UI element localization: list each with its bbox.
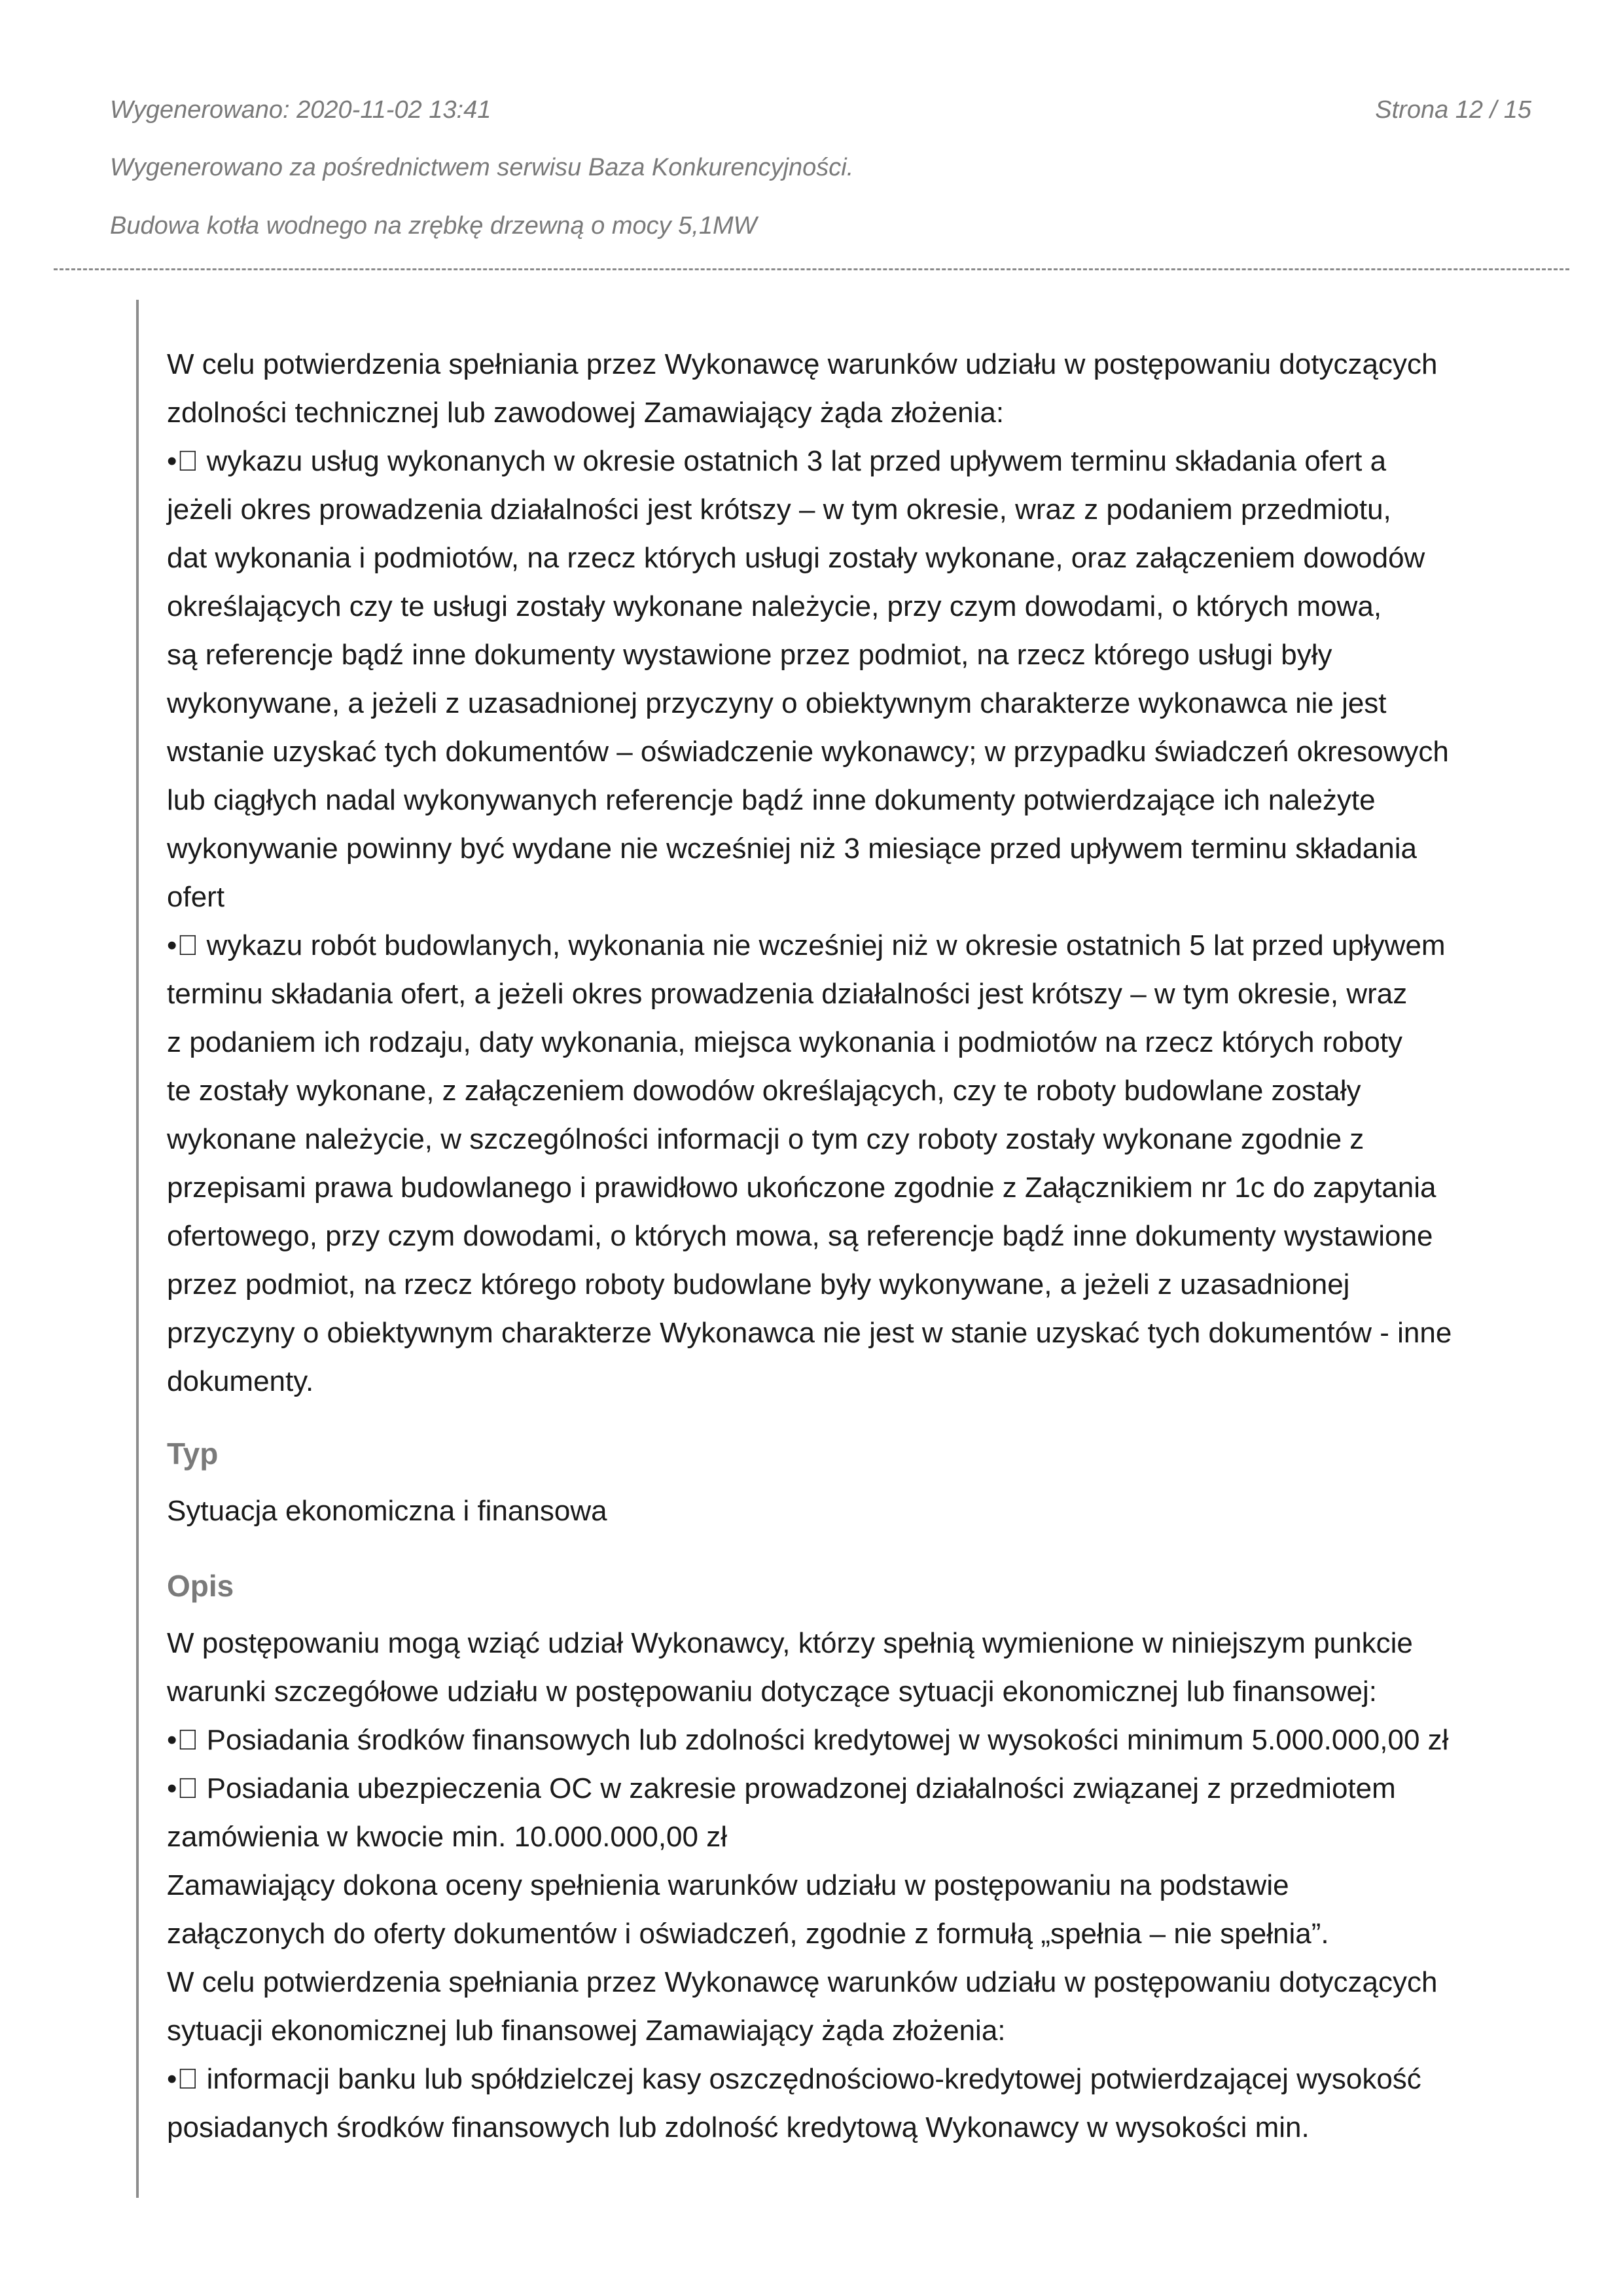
text-line: • wykazu usług wykonanych w okresie ostatnich 3 lat przed upływem terminu składania ofert a [167, 445, 1365, 477]
text-line: wstanie uzyskać tych dokumentów – oświadczenie wykonawcy; w przypadku świadczeń okresowych [167, 736, 1449, 768]
page-number: Strona 12 / 15 [1375, 96, 1531, 124]
intro-paragraph [167, 340, 1535, 1406]
text-line: • Posiadania środków finansowych lub zdolności kredytowej w wysokości minimum 5.000.000,00 zł [167, 1724, 1427, 1756]
text-line: warunki szczegółowe udziału w postępowaniu dotyczące sytuacji ekonomicznej lub finansowej: [167, 1676, 1377, 1708]
text-line: W celu potwierdzenia spełniania przez Wykonawcę warunków udziału w postępowaniu dotyczących [167, 348, 1438, 380]
text-line: jeżeli okres prowadzenia działalności jest krótszy – w tym okresie, wraz z podaniem przedmiotu, [167, 493, 1391, 526]
text-line: zamówienia w kwocie min. 10.000.000,00 zł [167, 1821, 728, 1853]
generated-via-note: Wygenerowano za pośrednictwem serwisu Baza Konkurencyjności. [110, 154, 854, 181]
type-value: Sytuacja ekonomiczna i finansowa [167, 1495, 607, 1527]
generated-timestamp: Wygenerowano: 2020-11-02 13:41 [110, 96, 491, 124]
text-line: dat wykonania i podmiotów, na rzecz których usługi zostały wykonane, oraz załączeniem dowodów [167, 542, 1425, 574]
text-line: dokumenty. [167, 1365, 314, 1397]
text-line: przez podmiot, na rzecz którego roboty budowlane były wykonywane, a jeżeli z uzasadnionej [167, 1268, 1350, 1300]
text-line: są referencje bądź inne dokumenty wystawione przez podmiot, na rzecz którego usługi były [167, 639, 1332, 671]
text-line: • Posiadania ubezpieczenia OC w zakresie prowadzonej działalności związanej z przedmiotem [167, 1772, 1374, 1804]
description-paragraph [167, 1619, 1535, 2152]
text-line: zdolności technicznej lub zawodowej Zamawiający żąda złożenia: [167, 397, 1005, 429]
text-line: przyczyny o obiektywnym charakterze Wykonawca nie jest w stanie uzyskać tych dokumentów - inne [167, 1317, 1452, 1349]
text-line: lub ciągłych nadal wykonywanych referencje bądź inne dokumenty potwierdzające ich należyte [167, 784, 1376, 816]
text-line: wykonywane, a jeżeli z uzasadnionej przyczyny o obiektywnym charakterze wykonawca nie jest [167, 687, 1387, 719]
text-line: wykonywanie powinny być wydane nie wcześniej niż 3 miesiące przed upływem terminu składania [167, 833, 1418, 865]
text-line: sytuacji ekonomicznej lub finansowej Zamawiający żąda złożenia: [167, 2015, 1006, 2047]
type-heading: Typ [167, 1437, 219, 1471]
text-line: z podaniem ich rodzaju, daty wykonania, miejsca wykonania i podmiotów na rzecz których roboty [167, 1026, 1403, 1058]
header-divider [54, 268, 1569, 270]
description-heading: Opis [167, 1569, 234, 1603]
text-line: posiadanych środków finansowych lub zdolność kredytową Wykonawcy w wysokości min. [167, 2111, 1310, 2144]
text-line: wykonane należycie, w szczególności informacji o tym czy roboty zostały wykonane zgodnie z [167, 1123, 1364, 1155]
text-line: przepisami prawa budowlanego i prawidłowo ukończone zgodnie z Załącznikiem nr 1c do zapytania [167, 1172, 1436, 1204]
text-line: załączonych do oferty dokumentów i oświadczeń, zgodnie z formułą „spełnia – nie spełnia”. [167, 1918, 1329, 1950]
section-left-border [136, 300, 139, 2198]
text-line: terminu składania ofert, a jeżeli okres prowadzenia działalności jest krótszy – w tym okresie, wraz [167, 978, 1408, 1010]
text-line: określających czy te usługi zostały wykonane należycie, przy czym dowodami, o których mowa, [167, 590, 1382, 622]
document-content [167, 340, 1535, 2152]
text-line: ofert [167, 881, 225, 913]
text-line: W celu potwierdzenia spełniania przez Wykonawcę warunków udziału w postępowaniu dotyczących [167, 1966, 1438, 1998]
text-line: W postępowaniu mogą wziąć udział Wykonawcy, którzy spełnią wymienione w niniejszym punkcie [167, 1627, 1413, 1659]
text-line: te zostały wykonane, z załączeniem dowodów określających, czy te roboty budowlane zostały [167, 1075, 1361, 1107]
text-line: • wykazu robót budowlanych, wykonania nie wcześniej niż w okresie ostatnich 5 lat przed upływem [167, 929, 1424, 961]
text-line: • informacji banku lub spółdzielczej kasy oszczędnościowo-kredytowej potwierdzającej wysokość [167, 2063, 1400, 2095]
document-title: Budowa kotła wodnego na zrębkę drzewną o mocy 5,1MW [110, 212, 757, 240]
text-line: Zamawiający dokona oceny spełnienia warunków udziału w postępowaniu na podstawie [167, 1869, 1289, 1901]
text-line: ofertowego, przy czym dowodami, o których mowa, są referencje bądź inne dokumenty wystawione [167, 1220, 1433, 1252]
